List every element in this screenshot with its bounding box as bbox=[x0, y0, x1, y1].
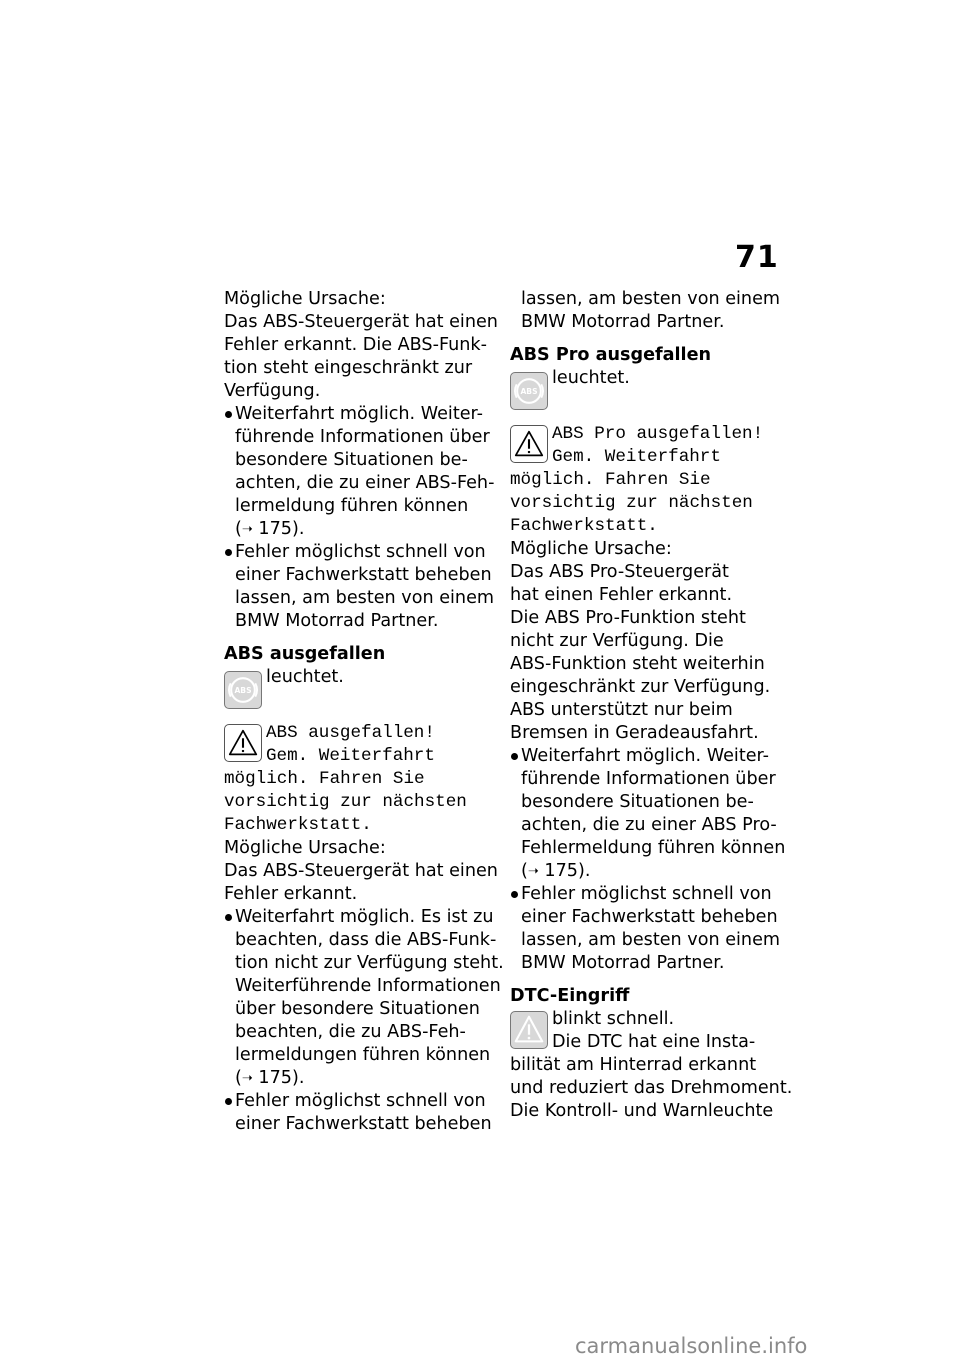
section-heading: ABS Pro ausgefallen bbox=[510, 345, 712, 365]
bullet-line: achten, die zu einer ABS-Feh- bbox=[235, 473, 495, 493]
continuation-line: lassen, am besten von einem bbox=[521, 289, 781, 309]
page-reference[interactable]: (➝ 175). bbox=[521, 861, 591, 881]
bullet-line: lassen, am besten von einem bbox=[235, 588, 495, 608]
bullet-item: Fehler möglichst schnell von bbox=[224, 1090, 494, 1113]
page-reference[interactable]: (➝ 175). bbox=[235, 1068, 305, 1088]
display-text-line: vorsichtig zur nächsten bbox=[224, 792, 467, 812]
continuation-line: BMW Motorrad Partner. bbox=[521, 312, 725, 332]
light-status: blinkt schnell. bbox=[552, 1009, 675, 1029]
abs-warning-light-icon bbox=[224, 671, 262, 709]
cause-line: Bremsen in Geradeausfahrt. bbox=[510, 723, 759, 743]
cause-line: Fehler erkannt. Die ABS-Funk- bbox=[224, 335, 487, 355]
display-text-line: möglich. Fahren Sie bbox=[510, 470, 711, 490]
abs-pro-failed-section bbox=[510, 344, 785, 975]
dtc-text-line: Die DTC hat eine Insta- bbox=[552, 1032, 756, 1052]
right-column bbox=[510, 288, 793, 1123]
bullet-line: einer Fachwerkstatt beheben bbox=[521, 907, 778, 927]
bullet-line: lermeldungen führen können bbox=[235, 1045, 491, 1065]
page-reference-arrow-icon: ➝ bbox=[241, 1071, 253, 1086]
bullet-line: lassen, am besten von einem bbox=[521, 930, 781, 950]
cause-line: ABS-Funktion steht weiterhin bbox=[510, 654, 765, 674]
display-text-line: ABS Pro ausgefallen! bbox=[552, 424, 764, 444]
bullet-line: BMW Motorrad Partner. bbox=[521, 953, 725, 973]
intro-section bbox=[224, 288, 498, 633]
display-text-line: Fachwerkstatt. bbox=[510, 516, 658, 536]
dtc-section bbox=[510, 985, 793, 1123]
bullet-line: einer Fachwerkstatt beheben bbox=[235, 565, 492, 585]
page-reference-arrow-icon: ➝ bbox=[527, 864, 539, 879]
cause-line: Das ABS-Steuergerät hat einen bbox=[224, 312, 498, 332]
svg-text:ABS: ABS bbox=[234, 685, 252, 695]
abs-light-row bbox=[510, 367, 785, 413]
left-column bbox=[224, 288, 504, 1136]
abs-warning-light-icon bbox=[510, 372, 548, 410]
cause-line: hat einen Fehler erkannt. bbox=[510, 585, 733, 605]
display-message bbox=[510, 423, 785, 538]
abs-light-row bbox=[224, 666, 494, 712]
warning-triangle-icon bbox=[510, 425, 548, 463]
warning-triangle-icon bbox=[224, 724, 262, 762]
cause-line: Das ABS-Steuergerät hat einen bbox=[224, 861, 498, 881]
dtc-text-line: Die Kontroll- und Warnleuchte bbox=[510, 1101, 774, 1121]
cause-line: tion steht eingeschränkt zur bbox=[224, 358, 473, 378]
section-heading: DTC-Eingriff bbox=[510, 986, 630, 1006]
page-reference-text: 175). bbox=[544, 861, 591, 881]
bullet-line: Fehlermeldung führen können bbox=[521, 838, 786, 858]
dtc-traction-light-icon bbox=[510, 1011, 548, 1049]
cause-label: Mögliche Ursache: bbox=[224, 838, 386, 858]
display-text-line: Fachwerkstatt. bbox=[224, 815, 372, 835]
display-text-line: vorsichtig zur nächsten bbox=[510, 493, 753, 513]
bullet-line: führende Informationen über bbox=[521, 769, 776, 789]
bullet-item: Weiterfahrt möglich. Es ist zu bbox=[224, 906, 494, 929]
display-text-line: möglich. Fahren Sie bbox=[224, 769, 425, 789]
cause-line: Fehler erkannt. bbox=[224, 884, 358, 904]
dtc-text-line: bilität am Hinterrad erkannt bbox=[510, 1055, 757, 1075]
section-heading: ABS ausgefallen bbox=[224, 644, 386, 664]
bullet-line: Weiterführende Informationen bbox=[235, 976, 501, 996]
bullet-item: Weiterfahrt möglich. Weiter- bbox=[224, 403, 494, 426]
cause-line: ABS unterstützt nur beim bbox=[510, 700, 733, 720]
bullet-item: Fehler möglichst schnell von bbox=[224, 541, 494, 564]
abs-failed-section bbox=[224, 643, 504, 1136]
display-message bbox=[224, 722, 494, 837]
bullet-line: beachten, dass die ABS-Funk- bbox=[235, 930, 497, 950]
page-reference-text: 175). bbox=[258, 519, 305, 539]
display-text-line: Gem. Weiterfahrt bbox=[266, 746, 435, 766]
display-text-line: Gem. Weiterfahrt bbox=[552, 447, 721, 467]
bullet-line: lermeldung führen können bbox=[235, 496, 469, 516]
page-reference[interactable]: (➝ 175). bbox=[235, 519, 305, 539]
bullet-line: einer Fachwerkstatt beheben bbox=[235, 1114, 492, 1134]
bullet-line: beachten, die zu ABS-Feh- bbox=[235, 1022, 466, 1042]
watermark: carmanualsonline.info bbox=[575, 1334, 808, 1358]
bullet-line: BMW Motorrad Partner. bbox=[235, 611, 439, 631]
svg-text:ABS: ABS bbox=[520, 386, 538, 396]
cause-line: eingeschränkt zur Verfügung. bbox=[510, 677, 771, 697]
cause-label: Mögliche Ursache: bbox=[224, 289, 386, 309]
display-text-line: ABS ausgefallen! bbox=[266, 723, 435, 743]
cause-line: nicht zur Verfügung. Die bbox=[510, 631, 724, 651]
cause-label: Mögliche Ursache: bbox=[510, 539, 672, 559]
bullet-line: besondere Situationen be- bbox=[521, 792, 754, 812]
bullet-item: Weiterfahrt möglich. Weiter- bbox=[510, 745, 785, 768]
page-reference-text: 175). bbox=[258, 1068, 305, 1088]
dtc-light-row bbox=[510, 1008, 785, 1054]
bullet-line: achten, die zu einer ABS Pro- bbox=[521, 815, 777, 835]
light-status: leuchtet. bbox=[552, 368, 630, 388]
cause-line: Verfügung. bbox=[224, 381, 321, 401]
cause-line: Die ABS Pro-Funktion steht bbox=[510, 608, 746, 628]
bullet-line: über besondere Situationen bbox=[235, 999, 480, 1019]
cause-line: Das ABS Pro-Steuergerät bbox=[510, 562, 729, 582]
page-number: 71 bbox=[735, 240, 779, 275]
bullet-line: besondere Situationen be- bbox=[235, 450, 468, 470]
dtc-text-line: und reduziert das Drehmoment. bbox=[510, 1078, 793, 1098]
light-status: leuchtet. bbox=[266, 667, 344, 687]
bullet-line: führende Informationen über bbox=[235, 427, 490, 447]
bullet-item: Fehler möglichst schnell von bbox=[510, 883, 785, 906]
page-reference-arrow-icon: ➝ bbox=[241, 522, 253, 537]
bullet-line: tion nicht zur Verfügung steht. bbox=[235, 953, 504, 973]
